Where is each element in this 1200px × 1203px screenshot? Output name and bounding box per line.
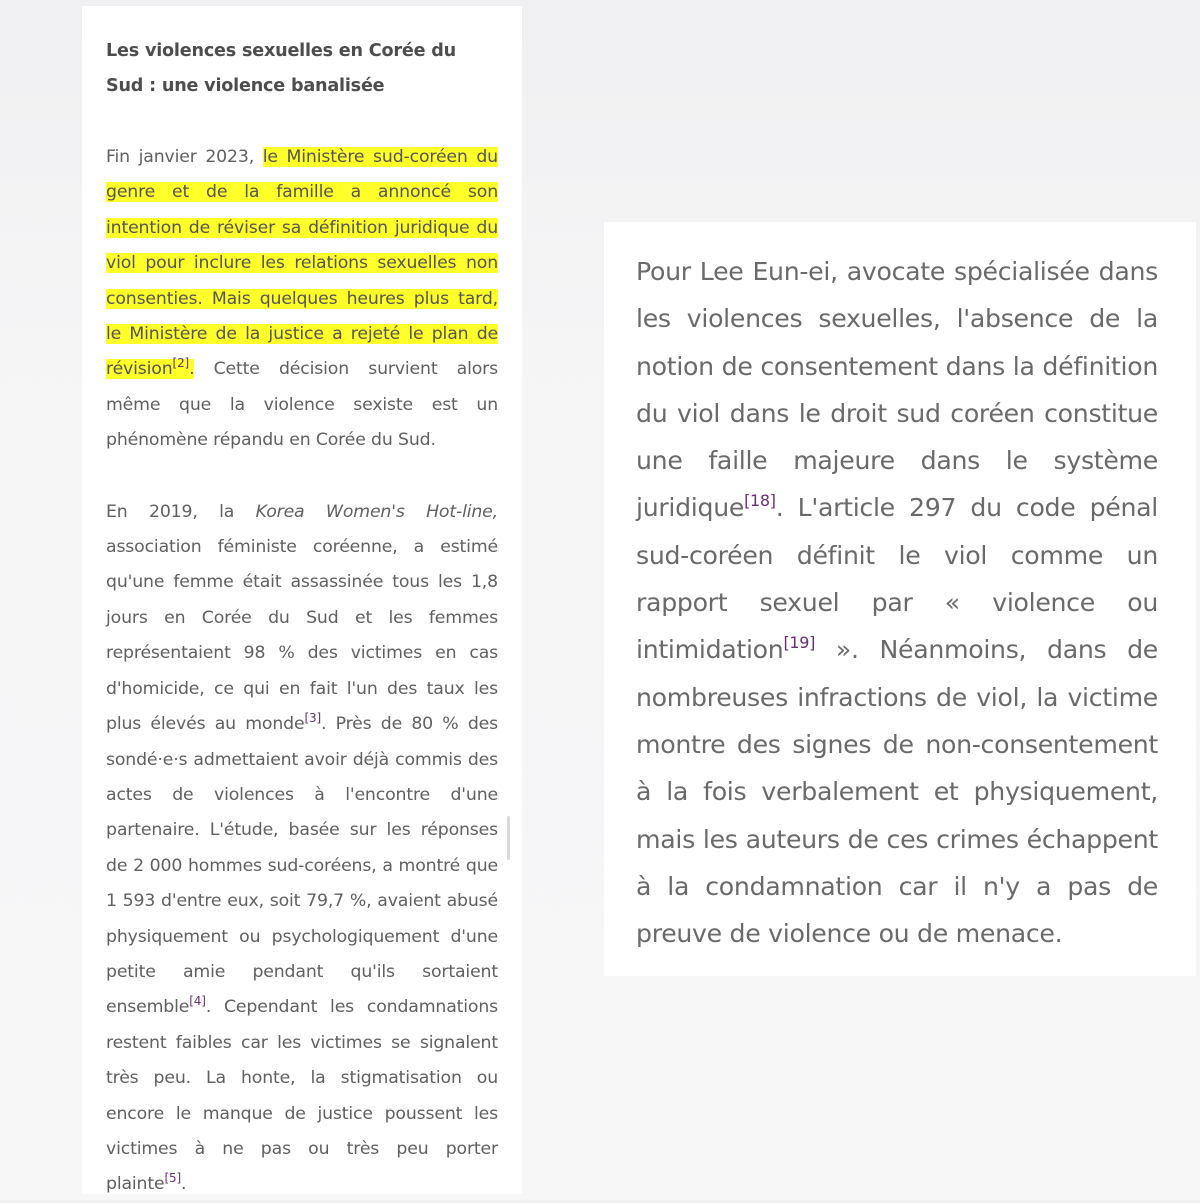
paragraph-2-part-4: . Cependant les condamnations restent faibles car les victimes se signalent très peu. La honte, la stigmatisation ou encore le manque de justice poussent les victimes à ne pas ou très peu porter plainte [106, 997, 498, 1195]
quote-part-3: ». Néanmoins, dans de nombreuses infractions de viol, la victime montre des signes de non-consentement à la fois verbalement et physiquement, mais les auteurs de ces crimes échappent à la condamnation car il n'y a pas de preuve de violence ou de menace. [636, 635, 1158, 949]
left-article-panel [82, 6, 522, 1194]
quote-part-2: . L'article 297 du code pénal sud-coréen définit le viol comme un rapport sexuel par « violence ou intimidation [636, 493, 1158, 665]
paragraph-2-part-3: . Près de 80 % des sondé·e·s admettaient avoir déjà commis des actes de violences à l'encontre d'une partenaire. L'étude, basée sur les réponses de 2 000 hommes sud-coréens, a montré que 1 593 d'entre eux, soit 79,7 %, avaient abusé physiquement ou psychologiquement d'une petite amie pendant qu'ils sortaient ensemble [106, 714, 499, 1018]
article-paragraph-1 [106, 140, 498, 459]
article-paragraph-2 [106, 495, 498, 1203]
paragraph-2-part-1: En 2019, la [106, 501, 256, 522]
right-article-panel [604, 222, 1196, 976]
footnote-ref-5[interactable]: [5] [164, 1171, 182, 1186]
paragraph-2-part-5: . [181, 1174, 187, 1195]
footnote-ref-18[interactable]: [18] [744, 491, 776, 511]
quote-part-1: Pour Lee Eun-ei, avocate spécialisée dans les violences sexuelles, l'absence de la notion de consentement dans la définition du viol dans le droit sud coréen constitue une faille majeure dans le système juridique [636, 257, 1158, 523]
footnote-ref-19[interactable]: [19] [783, 633, 816, 653]
quote-paragraph [636, 248, 1158, 957]
scrollbar-thumb[interactable] [507, 816, 510, 860]
paragraph-1-intro: Fin janvier 2023, [106, 147, 263, 167]
highlighted-text [106, 147, 498, 379]
footnote-ref-2[interactable]: [2] [172, 356, 190, 371]
highlighted-text-body: le Ministère sud-coréen du genre et de la famille a annoncé son intention de réviser sa définition juridique du viol pour inclure les relations sexuelles non consenties. Mais quelques heures plus tard, le Ministère de la justice a rejeté le plan de révision [106, 147, 498, 380]
footnote-ref-3[interactable]: [3] [304, 711, 321, 726]
highlighted-text-end: . [189, 359, 195, 380]
footnote-ref-4[interactable]: [4] [189, 994, 206, 1009]
paragraph-2-part-2: association féministe coréenne, a estimé qu'une femme était assassinée tous les 1,8 jours en Corée du Sud et les femmes représentaient 98 % des victimes en cas d'homicide, ce qui en fait l'un des taux les plus élevés au monde [106, 537, 498, 735]
paragraph-1-rest: Cette décision survient alors même que la violence sexiste est un phénomène répandu en Corée du Sud. [106, 359, 498, 451]
organization-name: Korea Women's Hot-line, [255, 501, 499, 522]
article-title: Les violences sexuelles en Corée du Sud : une violence banalisée [106, 41, 456, 96]
